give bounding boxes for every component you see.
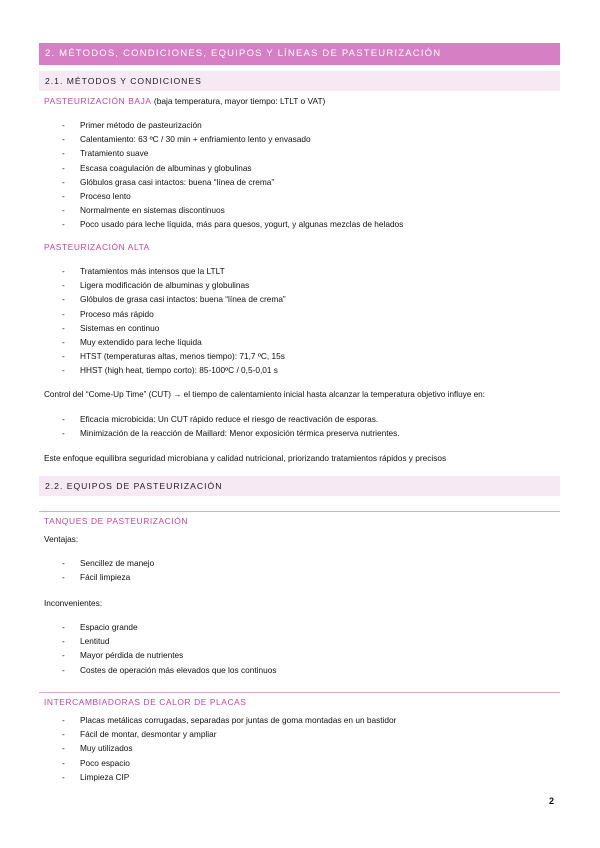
list-item-text: Espacio grande — [80, 622, 138, 632]
bullet-dash: - — [62, 636, 65, 647]
list-item-text: HHST (high heat, tiempo corto): 85-100ºC / 0,5-0,01 s — [80, 365, 278, 376]
list-item-text: Limpieza CIP — [80, 771, 130, 782]
heading-pasteurizacion-baja — [44, 96, 325, 106]
bullet-dash: - — [62, 280, 65, 291]
list-item-text: Glóbulos de grasa casi intactos: buena “línea de crema” — [80, 294, 286, 305]
section-heading: 2. MÉTODOS, CONDICIONES, EQUIPOS Y LÍNEAS DE PASTEURIZACIÓN — [39, 43, 560, 65]
bullet-dash: - — [62, 351, 65, 362]
bullet-dash: - — [62, 414, 65, 424]
bullet-dash: - — [62, 757, 65, 768]
conclusion-paragraph: Este enfoque equilibra seguridad microbiana y calidad nutricional, priorizando tratamientos rápidos y precisos — [44, 453, 447, 463]
bullet-dash: - — [62, 134, 65, 145]
heading-tanques: TANQUES DE PASTEURIZACIÓN — [44, 516, 189, 526]
list-item-text: Minimización de la reacción de Maillard: Menor exposición térmica preserva nutrientes. — [80, 428, 400, 439]
bullet-dash: - — [62, 365, 65, 376]
heading-detail: (baja temperatura, mayor tiempo: LTLT o VAT) — [151, 96, 326, 106]
list-item-text: Eficacia microbicida: Un CUT rápido reduce el riesgo de reactivación de esporas. — [80, 414, 379, 424]
list-item-text: Fácil limpieza — [80, 572, 131, 583]
bullet-dash: - — [62, 190, 65, 201]
divider — [39, 511, 560, 512]
list-item-text: Poco usado para leche líquida, más para quesos, yogurt, y algunas mezclas de helados — [80, 219, 404, 230]
bullet-dash: - — [62, 729, 65, 740]
list-item-text: Glóbulos grasa casi intactos: buena “línea de crema” — [80, 176, 275, 187]
list-item-text: Lentitud — [80, 636, 110, 647]
divider — [39, 692, 560, 693]
bullet-dash: - — [62, 205, 65, 216]
page-number: 2 — [549, 796, 555, 806]
list-item-text: Costes de operación más elevados que los continuos — [80, 664, 277, 675]
list-item-text: Tratamientos más intensos que la LTLT — [80, 266, 225, 276]
bullet-dash: - — [62, 176, 65, 187]
list-item-text: Sistemas en continuo — [80, 322, 160, 333]
bullet-dash: - — [62, 428, 65, 439]
list-item-text: Placas metálicas corrugadas, separadas por juntas de goma montadas en un bastidor — [80, 715, 397, 725]
bullet-dash: - — [62, 162, 65, 173]
subsection-heading-equipment: 2.2. EQUIPOS DE PASTEURIZACIÓN — [39, 476, 560, 496]
heading-pasteurizacion-alta: PASTEURIZACIÓN ALTA — [44, 242, 150, 252]
bullet-dash: - — [62, 266, 65, 276]
list-item-text: Sencillez de manejo — [80, 558, 155, 568]
bullet-dash: - — [62, 664, 65, 675]
subsection-heading-methods: 2.1. MÉTODOS Y CONDICIONES — [39, 71, 560, 91]
ventajas-label: Ventajas: — [44, 534, 79, 544]
list-item-text: Muy utilizados — [80, 743, 133, 754]
bullet-dash: - — [62, 622, 65, 632]
bullet-dash: - — [62, 336, 65, 347]
bullet-dash: - — [62, 715, 65, 725]
list-item-text: Proceso lento — [80, 190, 131, 201]
list-item-text: Mayor pérdida de nutrientes — [80, 650, 184, 661]
bullet-dash: - — [62, 308, 65, 319]
heading-label: PASTEURIZACIÓN BAJA — [44, 96, 152, 106]
bullet-dash: - — [62, 771, 65, 782]
bullet-dash: - — [62, 219, 65, 230]
list-item-text: Poco espacio — [80, 757, 130, 768]
heading-placas: INTERCAMBIADORAS DE CALOR DE PLACAS — [44, 697, 247, 707]
list-item-text: Primer método de pasteurización — [80, 120, 202, 130]
list-item-text: Ligera modificación de albuminas y globulinas — [80, 280, 250, 291]
list-item-text: HTST (temperaturas altas, menos tiempo): 71,7 ºC, 15s — [80, 351, 285, 362]
list-item-text: Fácil de montar, desmontar y ampliar — [80, 729, 217, 740]
list-item-text: Normalmente en sistemas discontinuos — [80, 205, 225, 216]
bullet-dash: - — [62, 322, 65, 333]
bullet-dash: - — [62, 120, 65, 130]
bullet-dash: - — [62, 743, 65, 754]
bullet-dash: - — [62, 572, 65, 583]
bullet-dash: - — [62, 558, 65, 568]
list-item-text: Muy extendido para leche líquida — [80, 336, 202, 347]
bullet-dash: - — [62, 148, 65, 159]
cut-paragraph: Control del “Come-Up Time” (CUT) → el tiempo de calentamiento inicial hasta alcanzar la temperatura objetivo influye en: — [44, 390, 485, 399]
list-item-text: Escasa coagulación de albuminas y globulinas — [80, 162, 252, 173]
list-item-text: Tratamiento suave — [80, 148, 149, 159]
list-item-text: Proceso más rápido — [80, 308, 154, 319]
bullet-dash: - — [62, 650, 65, 661]
bullet-dash: - — [62, 294, 65, 305]
list-item-text: Calentamiento: 63 ºC / 30 min + enfriamiento lento y envasado — [80, 134, 311, 145]
inconvenientes-label: Inconvenientes: — [44, 598, 103, 608]
